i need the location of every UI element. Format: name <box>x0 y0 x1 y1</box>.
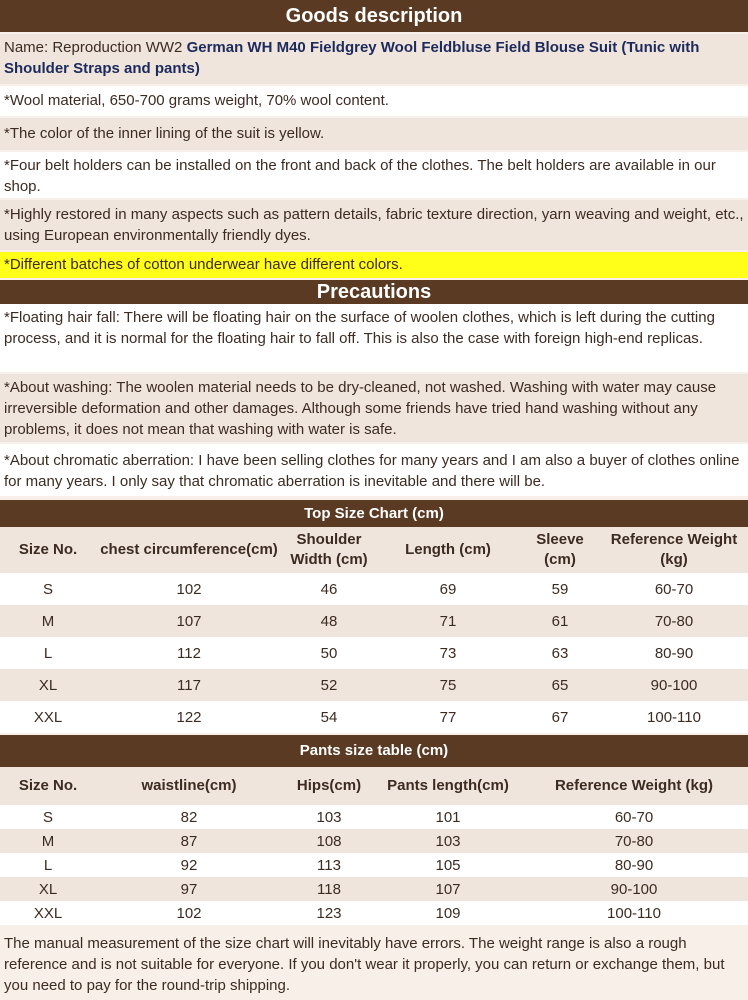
table-cell: 65 <box>520 669 600 701</box>
table-cell: 100-110 <box>520 901 748 925</box>
table-cell: 112 <box>96 637 282 669</box>
table-cell: L <box>0 853 96 877</box>
top-size-chart-title: Top Size Chart (cm) <box>304 505 444 522</box>
table-cell: 69 <box>376 573 520 605</box>
goods-description-title: Goods description <box>285 5 463 27</box>
goods-item-text: *Four belt holders can be installed on the front and back of the clothes. The belt holders are available in our shop. <box>4 157 716 195</box>
table-cell: 46 <box>282 573 376 605</box>
goods-item-restoration <box>0 200 748 250</box>
table-row <box>0 605 748 637</box>
table-row <box>0 637 748 669</box>
size-chart-disclaimer <box>0 930 748 1000</box>
table-cell: 122 <box>96 701 282 733</box>
table-cell: 97 <box>96 877 282 901</box>
table-cell: 107 <box>376 877 520 901</box>
table-row <box>0 877 748 901</box>
table-cell: 54 <box>282 701 376 733</box>
table-cell: 117 <box>96 669 282 701</box>
precaution-text: *About chromatic aberration: I have been selling clothes for many years and I am also a buyer of clothes online for many years. I only say that chromatic aberration is inevitable and there will be. <box>4 452 740 490</box>
goods-item-material <box>0 86 748 116</box>
goods-item-text: *Wool material, 650-700 grams weight, 70% wool content. <box>4 92 389 109</box>
table-cell: 92 <box>96 853 282 877</box>
column-header: Hips(cm) <box>296 777 362 794</box>
table-row <box>0 701 748 733</box>
column-header: Size No. <box>18 777 78 794</box>
table-cell: 61 <box>520 605 600 637</box>
table-cell: S <box>0 805 96 829</box>
precaution-chromatic-aberration <box>0 444 748 496</box>
table-cell: 80-90 <box>600 637 748 669</box>
goods-item-belt-holders <box>0 152 748 198</box>
table-row <box>0 829 748 853</box>
product-name-prefix: Name: Reproduction WW2 <box>4 39 187 56</box>
goods-description-header <box>0 0 748 32</box>
table-cell: 67 <box>520 701 600 733</box>
table-cell: 107 <box>96 605 282 637</box>
table-cell: 60-70 <box>600 573 748 605</box>
table-row <box>0 573 748 605</box>
goods-item-lining <box>0 118 748 150</box>
pants-size-table-header <box>0 735 748 767</box>
table-cell: 102 <box>96 573 282 605</box>
table-cell: XL <box>0 877 96 901</box>
table-cell: 102 <box>96 901 282 925</box>
table-row <box>0 669 748 701</box>
table-cell: XXL <box>0 901 96 925</box>
table-cell: 77 <box>376 701 520 733</box>
table-cell: 52 <box>282 669 376 701</box>
precautions-title: Precautions <box>316 281 432 303</box>
table-cell: 90-100 <box>520 877 748 901</box>
table-cell: 75 <box>376 669 520 701</box>
top-size-chart-header <box>0 500 748 527</box>
table-cell: 87 <box>96 829 282 853</box>
table-cell: 105 <box>376 853 520 877</box>
table-cell: 90-100 <box>600 669 748 701</box>
column-header: Sleeve (cm) <box>536 531 584 568</box>
product-name <box>0 34 748 84</box>
table-cell: 73 <box>376 637 520 669</box>
precaution-floating-hair <box>0 304 748 372</box>
table-cell: 108 <box>282 829 376 853</box>
product-name-title: German WH M40 Fieldgrey Wool Feldbluse Field Blouse Suit (Tunic with Shoulder Straps and pants) <box>4 39 700 77</box>
precaution-text: *About washing: The woolen material needs to be dry-cleaned, not washed. Washing with water may cause irreversible deformation and other damages. Although some friends have tried hand washing without any problems, it does not mean that washing with water is safe. <box>4 379 717 438</box>
table-cell: 71 <box>376 605 520 637</box>
table-cell: 60-70 <box>520 805 748 829</box>
table-cell: S <box>0 573 96 605</box>
table-cell: 82 <box>96 805 282 829</box>
table-cell: 50 <box>282 637 376 669</box>
disclaimer-text: The manual measurement of the size chart will inevitably have errors. The weight range is also a rough reference and is not suitable for everyone. If you don't wear it properly, you can return or exchange them, but you need to pay for the round-trip shipping. <box>4 935 725 994</box>
table-row <box>0 805 748 829</box>
table-cell: 70-80 <box>600 605 748 637</box>
column-header: Pants length(cm) <box>387 777 509 794</box>
column-header: waistline(cm) <box>141 777 237 794</box>
table-cell: 103 <box>282 805 376 829</box>
table-cell: 103 <box>376 829 520 853</box>
column-header: Reference Weight (kg) <box>610 531 738 568</box>
table-cell: 123 <box>282 901 376 925</box>
table-cell: L <box>0 637 96 669</box>
table-cell: 70-80 <box>520 829 748 853</box>
table-cell: XL <box>0 669 96 701</box>
column-header: chest circumference(cm) <box>100 541 278 558</box>
table-cell: 59 <box>520 573 600 605</box>
table-cell: XXL <box>0 701 96 733</box>
top-size-chart-table <box>0 527 748 733</box>
table-row <box>0 853 748 877</box>
pants-size-table-title: Pants size table (cm) <box>299 742 449 759</box>
table-cell: 100-110 <box>600 701 748 733</box>
table-cell: 63 <box>520 637 600 669</box>
table-cell: 101 <box>376 805 520 829</box>
column-header: Shoulder Width (cm) <box>290 531 368 568</box>
table-cell: M <box>0 605 96 637</box>
precaution-text: *Floating hair fall: There will be floating hair on the surface of woolen clothes, which is left during the cutting process, and it is normal for the floating hair to fall off. This is also the case with foreign high-end replicas. <box>4 309 715 347</box>
table-cell: 113 <box>282 853 376 877</box>
table-cell: 48 <box>282 605 376 637</box>
goods-item-text: *The color of the inner lining of the suit is yellow. <box>4 125 325 142</box>
table-cell: M <box>0 829 96 853</box>
goods-item-text: *Different batches of cotton underwear have different colors. <box>4 256 403 273</box>
column-header: Size No. <box>18 541 78 558</box>
table-row <box>0 901 748 925</box>
pants-size-table <box>0 767 748 925</box>
goods-item-text: *Highly restored in many aspects such as pattern details, fabric texture direction, yarn weaving and weight, etc., using European environmentally friendly dyes. <box>4 206 744 244</box>
table-cell: 80-90 <box>520 853 748 877</box>
table-cell: 109 <box>376 901 520 925</box>
column-header: Length (cm) <box>405 541 491 558</box>
goods-item-underwear-colors <box>0 252 748 278</box>
column-header: Reference Weight (kg) <box>554 777 714 794</box>
precaution-washing <box>0 374 748 442</box>
top-size-chart-header-row <box>0 527 748 573</box>
table-cell: 118 <box>282 877 376 901</box>
precautions-header <box>0 280 748 304</box>
pants-size-table-header-row <box>0 767 748 805</box>
